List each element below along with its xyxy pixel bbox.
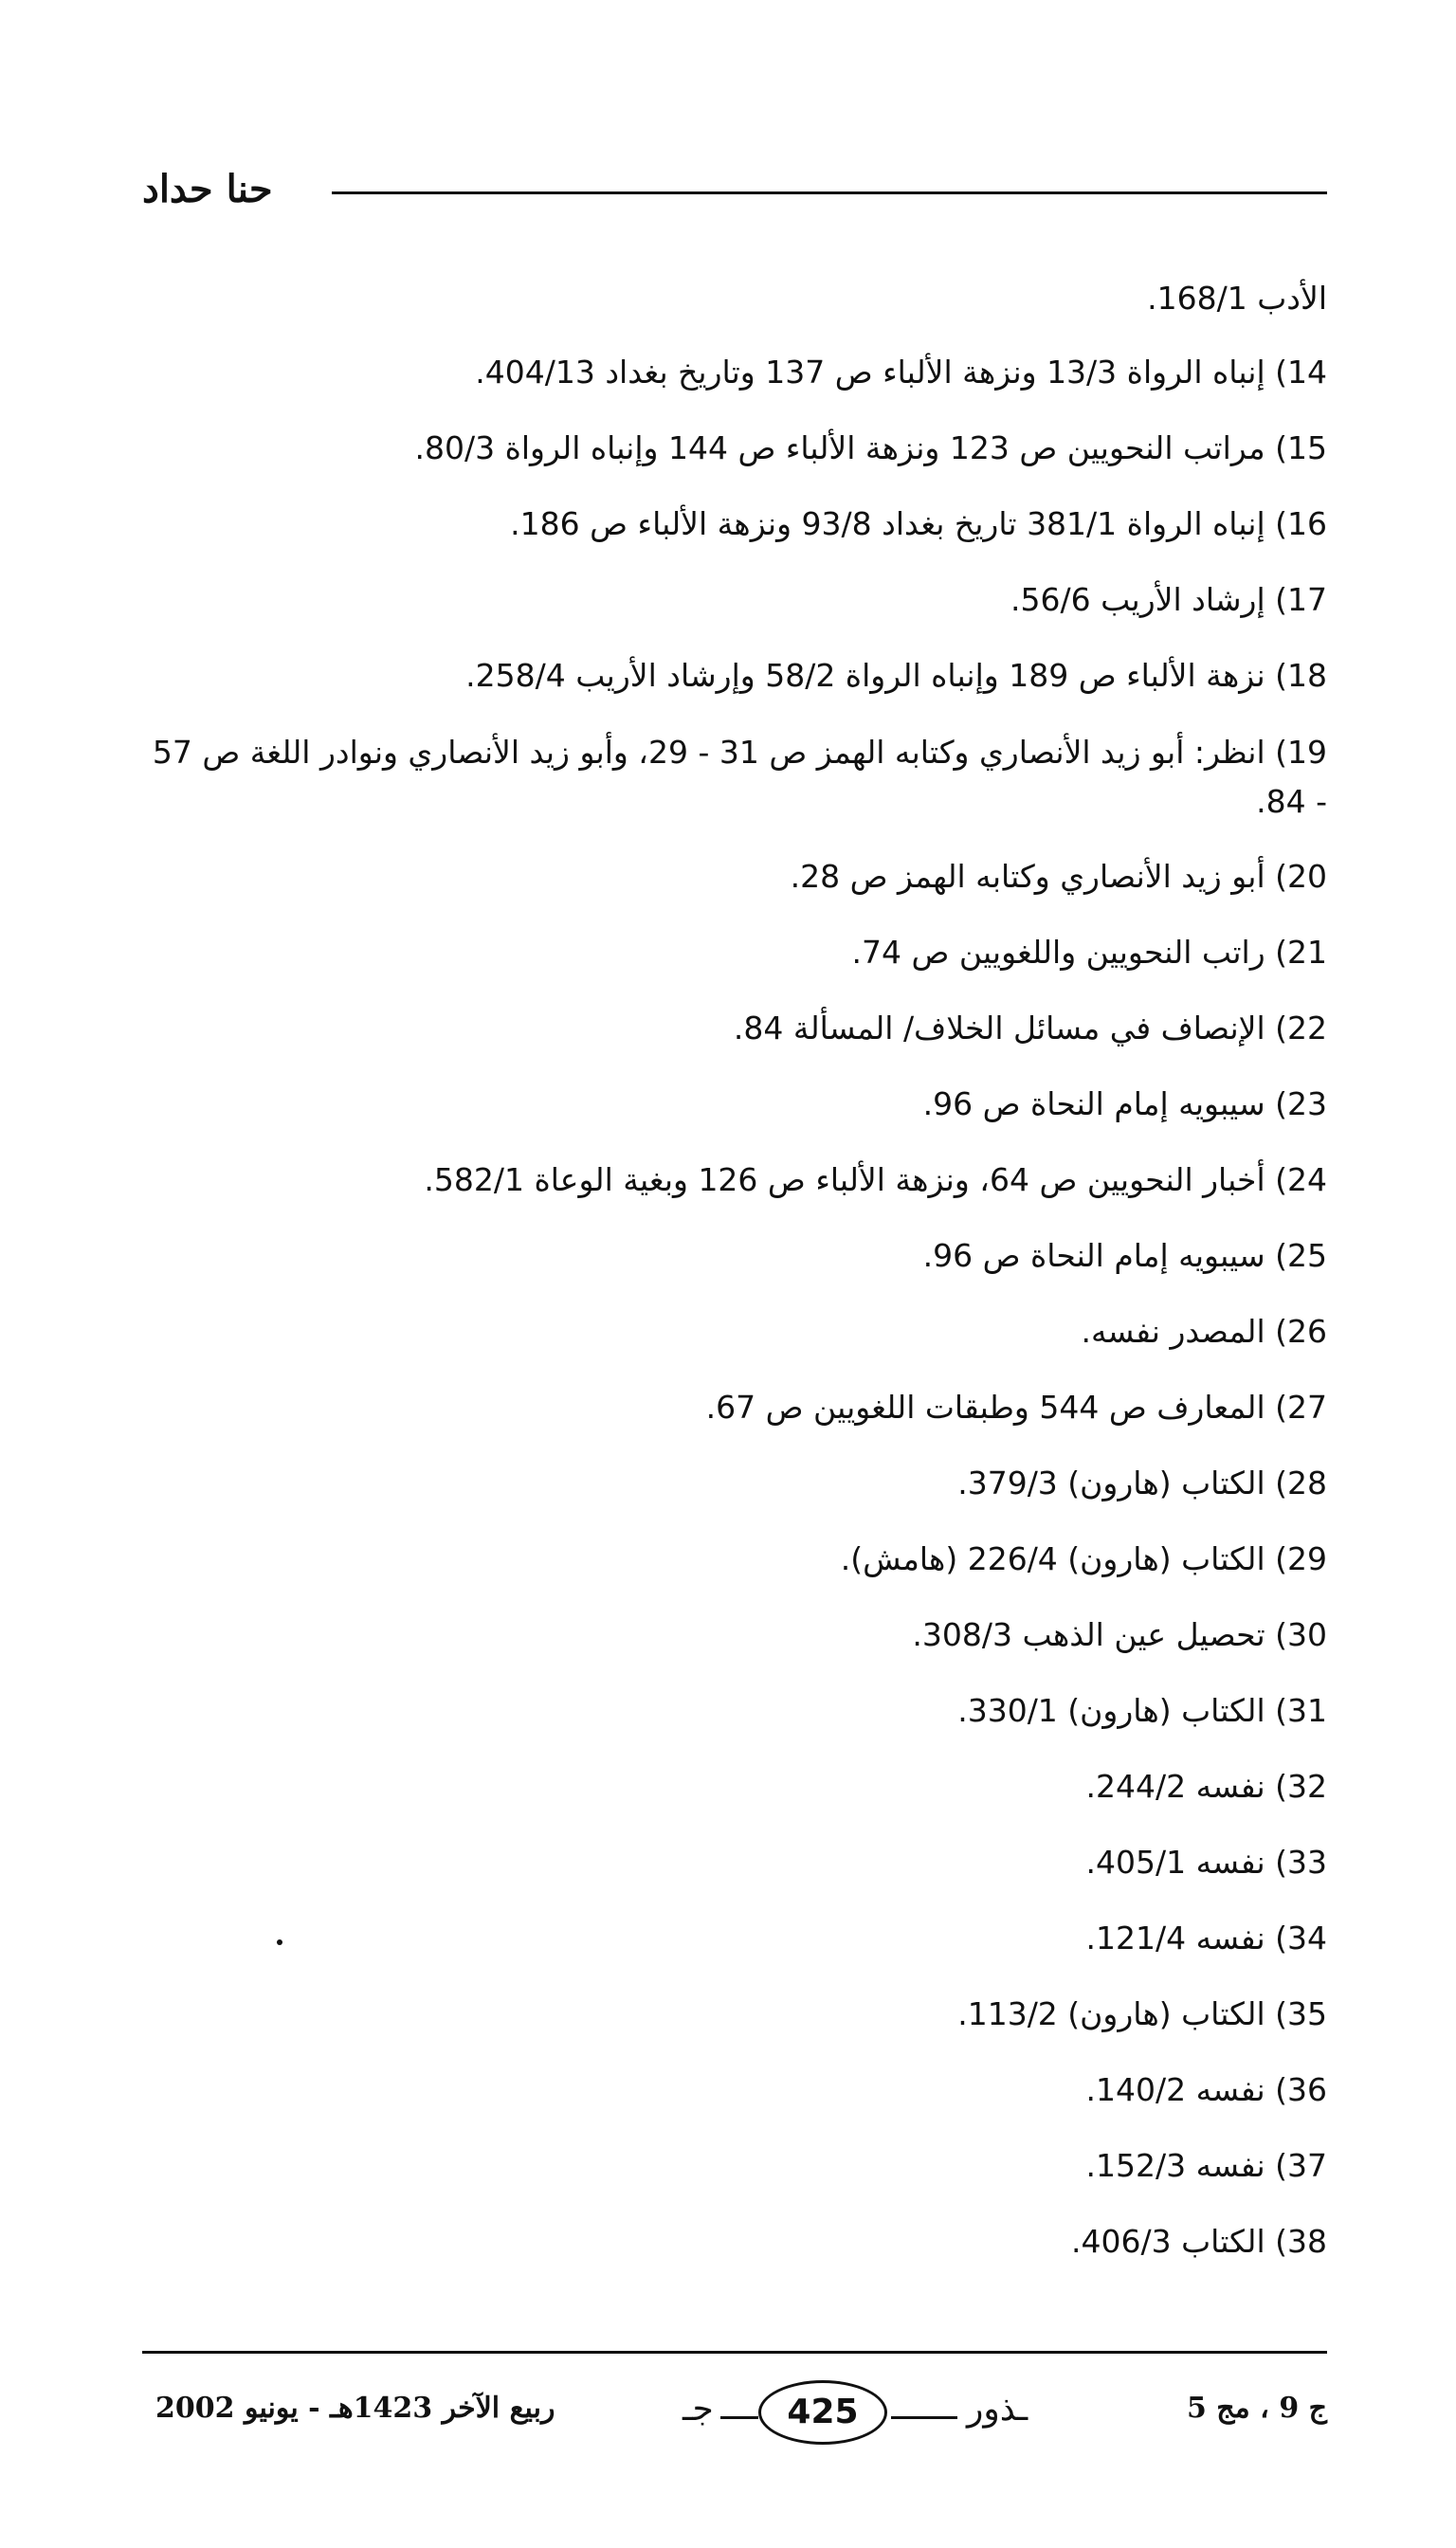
page-footer	[142, 2375, 1327, 2450]
note-29: 29) الكتاب (هارون) 226/4 (هامش).	[840, 1540, 1327, 1577]
issue-volume: ج 9 ، مج 5	[1186, 2392, 1327, 2425]
note-25: 25) سيبويه إمام النحاة ص 96.	[922, 1237, 1327, 1274]
note-23: 23) سيبويه إمام النحاة ص 96.	[922, 1085, 1327, 1122]
footer-rule	[142, 2351, 1327, 2354]
scan-speck	[277, 1939, 282, 1945]
note-15: 15) مراتب النحويين ص 123 ونزهة الألباء ص 144 وإنباه الرواة 80/3.	[414, 429, 1327, 466]
header-rule	[332, 191, 1327, 194]
note-35: 35) الكتاب (هارون) 113/2.	[957, 1995, 1327, 2032]
note-22: 22) الإنصاف في مسائل الخلاف/ المسألة 84.	[733, 1010, 1327, 1046]
note-38: 38) الكتاب 406/3.	[1071, 2223, 1327, 2260]
note-continuation: الأدب 168/1.	[1147, 280, 1327, 317]
journal-line-left	[720, 2416, 758, 2419]
note-28: 28) الكتاب (هارون) 379/3.	[957, 1465, 1327, 1502]
note-37: 37) نفسه 152/3.	[1085, 2147, 1327, 2184]
running-header	[142, 161, 1327, 218]
note-32: 32) نفسه 244/2.	[1085, 1768, 1327, 1805]
journal-line-right	[891, 2416, 957, 2419]
note-33: 33) نفسه 405/1.	[1085, 1844, 1327, 1881]
journal-mark	[682, 2375, 1028, 2450]
page-number: 425	[758, 2380, 887, 2445]
note-27: 27) المعارف ص 544 وطبقات اللغويين ص 67.	[705, 1389, 1327, 1426]
note-36: 36) نفسه 140/2.	[1085, 2071, 1327, 2108]
issue-date: ربيع الآخر 1423هـ - يونيو 2002	[155, 2392, 555, 2425]
journal-name-suffix: ـذور	[967, 2390, 1028, 2429]
note-17: 17) إرشاد الأريب 56/6.	[1010, 581, 1327, 618]
note-31: 31) الكتاب (هارون) 330/1.	[957, 1692, 1327, 1729]
note-30: 30) تحصيل عين الذهب 308/3.	[912, 1616, 1327, 1653]
note-14: 14) إنباه الرواة 13/3 ونزهة الألباء ص 137 وتاريخ بغداد 404/13.	[475, 354, 1327, 391]
note-19: 19) انظر: أبو زيد الأنصاري وكتابه الهمز ص 31 - 29، وأبو زيد الأنصاري ونوادر اللغة ص 57 - 84.	[152, 734, 1327, 820]
note-20: 20) أبو زيد الأنصاري وكتابه الهمز ص 28.	[790, 858, 1327, 895]
note-34: 34) نفسه 121/4.	[1085, 1920, 1327, 1956]
note-26: 26) المصدر نفسه.	[1081, 1313, 1327, 1350]
note-24: 24) أخبار النحويين ص 64، ونزهة الألباء ص 126 وبغية الوعاة 582/1.	[424, 1161, 1327, 1198]
note-18: 18) نزهة الألباء ص 189 وإنباه الرواة 58/2 وإرشاد الأريب 258/4.	[465, 657, 1327, 694]
note-16: 16) إنباه الرواة 381/1 تاريخ بغداد 93/8 ونزهة الألباء ص 186.	[510, 505, 1327, 542]
header-author: حنا حداد	[142, 167, 273, 211]
journal-name-prefix: جـ	[682, 2390, 714, 2429]
endnotes-list	[142, 275, 1327, 2294]
note-21: 21) راتب النحويين واللغويين ص 74.	[851, 934, 1327, 971]
